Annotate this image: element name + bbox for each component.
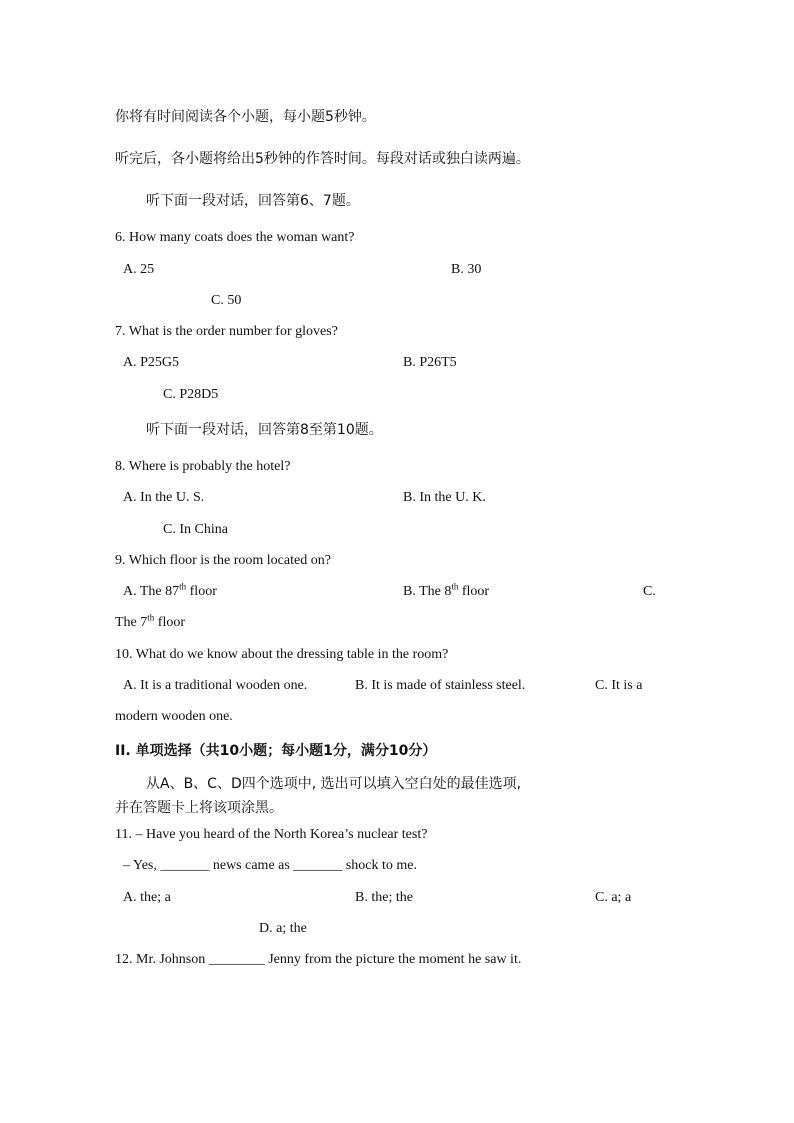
dialog-intro-6-7: 听下面一段对话，回答第6、7题。 [146,193,360,209]
question-10-stem: 10. What do we know about the dressing table in the room? [115,647,449,662]
question-10-option-c-continued: modern wooden one. [115,709,233,724]
question-8-option-b: B. In the U. K. [403,490,486,505]
instruction-answer-time: 听完后，各小题将给出5秒钟的作答时间。每段对话或独白读两遍。 [115,151,530,167]
question-9-option-b: B. The 8th floor [403,581,490,599]
question-7-option-a: A. P25G5 [123,355,180,370]
dialog-intro-8-10: 听下面一段对话，回答第8至第10题。 [146,422,383,438]
question-11-option-b: B. the; the [355,890,413,905]
question-9-stem: 9. Which floor is the room located on? [115,553,331,568]
question-11-stem: 11. – Have you heard of the North Korea’s nuclear test? [115,827,428,842]
question-11-option-d: D. a; the [259,921,307,936]
question-11-reply: – Yes, _______ news came as _______ shock to me. [123,858,417,873]
question-9-option-a: A. The 87th floor [123,581,217,599]
question-7-stem: 7. What is the order number for gloves? [115,324,338,339]
question-8-option-c: C. In China [163,522,228,537]
question-9-option-c: The 7th floor [115,612,185,630]
section-2-heading: II. 单项选择（共10小题；每小题1分，满分10分） [115,743,437,759]
question-9-option-c-label: C. [643,584,656,599]
question-10-option-c: C. It is a [595,678,643,693]
question-6-option-c: C. 50 [211,293,242,308]
question-6-stem: 6. How many coats does the woman want? [115,230,355,245]
question-6-option-b: B. 30 [451,262,482,277]
instruction-reading-time: 你将有时间阅读各个小题，每小题5秒钟。 [115,109,376,125]
question-7-option-c: C. P28D5 [163,387,219,402]
question-11-option-c: C. a; a [595,890,632,905]
question-10-option-a: A. It is a traditional wooden one. [123,678,308,693]
question-8-option-a: A. In the U. S. [123,490,205,505]
question-10-option-b: B. It is made of stainless steel. [355,678,526,693]
question-8-stem: 8. Where is probably the hotel? [115,459,291,474]
question-7-option-b: B. P26T5 [403,355,457,370]
section-2-instruction-2: 并在答题卡上将该项涂黑。 [115,800,283,816]
question-12-stem: 12. Mr. Johnson ________ Jenny from the picture the moment he saw it. [115,952,522,967]
question-6-option-a: A. 25 [123,262,155,277]
question-11-option-a: A. the; a [123,890,171,905]
section-2-instruction-1: 从A、B、C、D四个选项中, 选出可以填入空白处的最佳选项, [146,776,522,792]
